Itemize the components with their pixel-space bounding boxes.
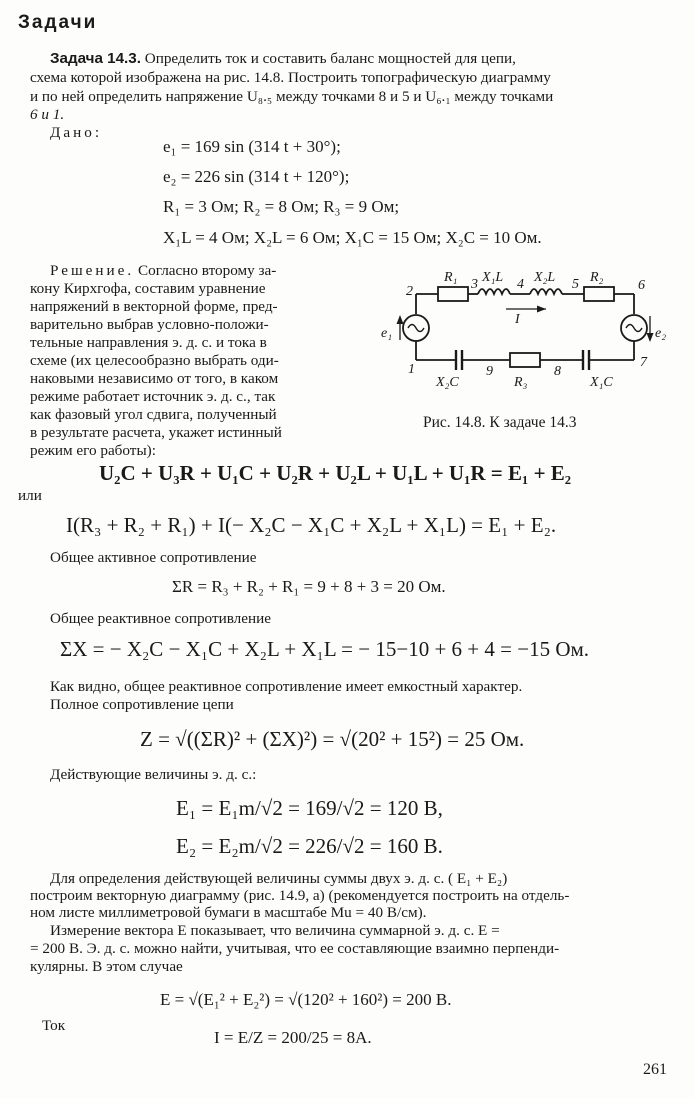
circuit-diagram <box>378 262 678 397</box>
node-label-9: 9 <box>486 364 493 379</box>
label-x1c: X₁C <box>590 375 613 390</box>
problem-label: Задача 14.3. <box>50 50 141 67</box>
impedance-equation: Z = √((ΣR)² + (ΣX)²) = √(20² + 15²) = 25 Ом. <box>140 727 525 751</box>
given-r: R₁ = 3 Ом; R₂ = 8 Ом; R₃ = 9 Ом; <box>163 197 400 216</box>
para1-line-1: Для определения действующей величины суммы двух э. д. с. ( E₁ + E₂) <box>50 870 508 887</box>
solution-line-5: схеме (их целесообразно выбрать оди- <box>30 352 279 369</box>
kirchhoff-equation: U₂C + U₃R + U₁C + U₂R + U₂L + U₁L + U₁R = E₁ + E₂ <box>99 461 572 485</box>
figure-caption: Рис. 14.8. К задаче 14.3 <box>423 414 577 431</box>
e1-rms-equation: E₁ = E₁m/√2 = 169/√2 = 120 В, <box>176 796 443 820</box>
solution-line-7: режиме работает источник э. д. с., так <box>30 388 276 405</box>
label-x1l: X₁L <box>482 270 504 285</box>
given-e2: e₂ = 226 sin (314 t + 120°); <box>163 167 350 186</box>
solution-line-6: наковыми независимо от того, в каком <box>30 370 279 387</box>
reactive-note-2: Полное сопротивление цепи <box>50 696 234 713</box>
resistor-r1 <box>438 287 468 301</box>
solution-line-9: в результате расчета, укажет истинный <box>30 424 282 441</box>
para2-line-2: = 200 В. Э. д. с. можно найти, учитывая, что ее составляющие взаимно перпенди- <box>30 940 560 957</box>
active-resistance-equation: ΣR = R₃ + R₂ + R₁ = 9 + 8 + 3 = 20 Ом. <box>172 577 446 596</box>
label-current: I <box>515 312 520 327</box>
solution-line-1: кону Кирхгофа, составим уравнение <box>30 280 266 297</box>
inductor-x2l <box>530 289 562 294</box>
e2-rms-equation: E₂ = E₂m/√2 = 226/√2 = 160 В. <box>176 834 443 858</box>
problem-line-1 <box>50 50 516 67</box>
label-r1: R₁ <box>444 270 458 285</box>
solution-line-10: режим его работы): <box>30 442 156 459</box>
total-emf-equation: E = √(E₁² + E₂²) = √(120² + 160²) = 200 В. <box>160 990 452 1009</box>
active-resistance-label: Общее активное сопротивление <box>50 549 257 566</box>
para1-line-3: ном листе миллиметровой бумаги в масштабе Mu = 40 В/см). <box>30 904 427 921</box>
solution-label: Решение. <box>50 262 135 279</box>
solution-line-0 <box>50 262 276 279</box>
problem-line-2: схема которой изображена на рис. 14.8. Построить топографическую диаграмму <box>30 69 551 86</box>
current-equation: I = E/Z = 200/25 = 8А. <box>214 1028 372 1047</box>
node-label-8: 8 <box>554 364 561 379</box>
resistor-r2 <box>584 287 614 301</box>
reactive-resistance-label: Общее реактивное сопротивление <box>50 610 271 627</box>
solution-text-0: Согласно второму за- <box>134 262 277 279</box>
resistor-r3 <box>510 353 540 367</box>
problem-line-3: и по ней определить напряжение U₈.₅ между точками 8 и 5 и U₆.₁ между точками <box>30 88 554 105</box>
reactive-note-1: Как видно, общее реактивное сопротивление имеет емкостный характер. <box>50 678 523 695</box>
given-x: X₁L = 4 Ом; X₂L = 6 Ом; X₁C = 15 Ом; X₂C = 10 Ом. <box>163 228 542 247</box>
kirchhoff-equation-2: I(R₃ + R₂ + R₁) + I(− X₂C − X₁C + X₂L + X₁L) = E₁ + E₂. <box>66 513 557 537</box>
emf-label: Действующие величины э. д. с.: <box>50 766 257 783</box>
label-e1: e₁ <box>381 326 393 341</box>
solution-line-8: как фазовый угол сдвига, полученный <box>30 406 277 423</box>
label-e2: e₂ <box>655 326 667 341</box>
solution-line-4: тельные направления э. д. с. и тока в <box>30 334 267 351</box>
page-number: 261 <box>643 1061 667 1078</box>
label-x2l: X₂L <box>534 270 556 285</box>
para1-line-2: построим векторную диаграмму (рис. 14.9, а) (рекомендуется построить на отдель- <box>30 887 570 904</box>
node-label-2: 2 <box>406 284 413 299</box>
label-x2c: X₂C <box>436 375 459 390</box>
given-label: Дано: <box>50 124 103 141</box>
label-r3: R₃ <box>514 375 528 390</box>
node-label-4: 4 <box>517 277 524 292</box>
para2-line-1: Измерение вектора E показывает, что величина суммарной э. д. с. E = <box>50 922 500 939</box>
para2-line-3: кулярны. В этом случае <box>30 958 183 975</box>
or-word: или <box>18 487 42 504</box>
node-label-6: 6 <box>638 278 645 293</box>
node-label-5: 5 <box>572 277 579 292</box>
node-label-1: 1 <box>408 362 415 377</box>
inductor-x1l <box>478 289 510 294</box>
reactive-resistance-equation: ΣX = − X₂C − X₁C + X₂L + X₁L = − 15−10 + 6 + 4 = −15 Ом. <box>60 637 590 661</box>
node-label-3: 3 <box>471 277 478 292</box>
solution-line-3: варительно выбрав условно-положи- <box>30 316 269 333</box>
problem-line-4: 6 и 1. <box>30 106 65 123</box>
given-e1: e₁ = 169 sin (314 t + 30°); <box>163 137 341 156</box>
solution-line-2: напряжений в векторной форме, пред- <box>30 298 278 315</box>
section-title: Задачи <box>18 12 98 33</box>
problem-text-1: Определить ток и составить баланс мощностей для цепи, <box>140 50 516 67</box>
label-r2: R₂ <box>590 270 604 285</box>
node-label-7: 7 <box>640 355 647 370</box>
current-label: Ток <box>42 1017 66 1034</box>
